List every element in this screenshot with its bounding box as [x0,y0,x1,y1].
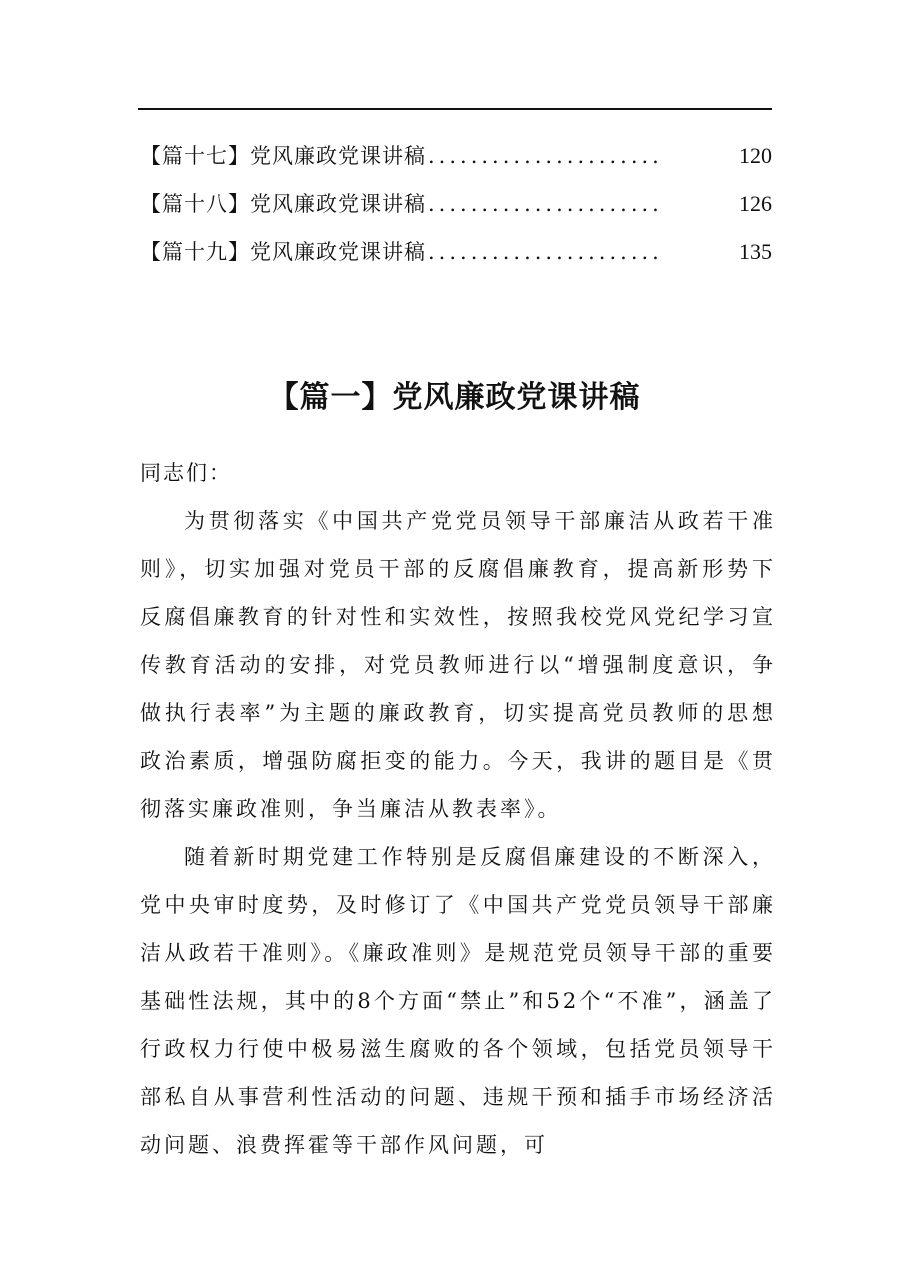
toc-page-number: 135 [739,239,772,264]
toc-page-number: 126 [739,191,772,216]
toc-entry-title: 【篇十九】党风廉政党课讲稿 [140,240,426,264]
article-title: 【篇一】党风廉政党课讲稿 [268,380,641,416]
toc-entry[interactable] [140,220,772,268]
toc-leader-dots: ...................... [428,192,663,216]
body-paragraph: 为贯彻落实《中国共产党党员领导干部廉洁从政若干准则》，切实加强对党员干部的反腐倡廉教育，提高新形势下反腐倡廉教育的针对性和实效性，按照我校党风党纪学习宣传教育活动的安排，对党员教师进行以“增强制度意识，争做执行表率”为主题的廉政教育，切实提高党员教师的思想政治素质，增强防腐拒变的能力。今天，我讲的题目是《贯彻落实廉政准则，争当廉洁从教表率》。 [140,509,776,821]
header-rule [138,108,772,110]
salutation: 同志们： [140,461,232,485]
toc-entry-title: 【篇十八】党风廉政党课讲稿 [140,192,426,216]
toc-entry-title: 【篇十七】党风廉政党课讲稿 [140,144,426,168]
table-of-contents [140,124,772,268]
article-body [140,449,776,1169]
toc-leader-dots: ...................... [428,240,663,264]
toc-page-number: 120 [739,143,772,168]
body-paragraph: 随着新时期党建工作特别是反腐倡廉建设的不断深入，党中央审时度势，及时修订了《中国共产党党员领导干部廉洁从政若干准则》。《廉政准则》是规范党员领导干部的重要基础性法规，其中的8个方面“禁止”和52个“不准”，涵盖了行政权力行使中极易滋生腐败的各个领域，包括党员领导干部私自从事营利性活动的问题、违规干预和插手市场经济活动问题、浪费挥霍等干部作风问题，可 [140,845,776,1157]
toc-leader-dots: ...................... [428,144,663,168]
toc-entry[interactable] [140,172,772,220]
toc-entry[interactable] [140,124,772,172]
